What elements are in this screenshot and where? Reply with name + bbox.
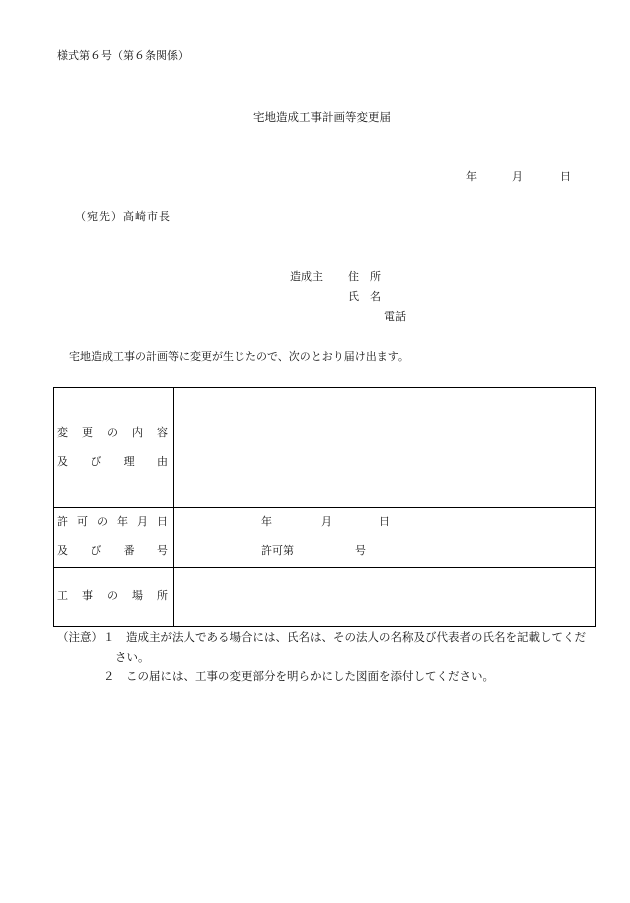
phone-label: 電話 (384, 310, 406, 323)
note-1-text-line2: さい。 (115, 650, 150, 664)
permit-date-year-label: 年 (261, 515, 272, 528)
date-day-label: 日 (560, 170, 571, 183)
date-month-label: 月 (512, 170, 523, 183)
site-location-label: 工 事 の 場 所 (57, 589, 168, 602)
permit-date-day-label: 日 (379, 515, 390, 528)
addressee: （宛先）高崎市長 (75, 210, 171, 223)
note-1-number: １ (103, 630, 115, 644)
notes-label: （注意） (57, 630, 103, 644)
address-label: 住 所 (348, 270, 381, 283)
permit-number-prefix: 許可第 (261, 544, 294, 557)
permit-date-month-label: 月 (321, 515, 332, 528)
permit-label-line1: 許 可 の 年 月 日 (57, 515, 168, 528)
change-details-label-line1: 変 更 の 内 容 (57, 426, 168, 439)
applicant-label: 造成主 (290, 270, 323, 283)
name-label: 氏 名 (348, 290, 381, 303)
permit-label-line2: 及 び 番 号 (57, 544, 168, 557)
date-year-label: 年 (466, 170, 477, 183)
note-2-text: この届には、工事の変更部分を明らかにした図面を添付してください。 (126, 669, 494, 683)
form-number: 様式第６号（第６条関係） (57, 49, 189, 62)
document-title: 宅地造成工事計画等変更届 (253, 110, 391, 124)
statement-text: 宅地造成工事の計画等に変更が生じたので、次のとおり届け出ます。 (69, 350, 409, 363)
change-details-label-line2: 及 び 理 由 (57, 455, 168, 468)
permit-number-suffix: 号 (355, 544, 366, 557)
note-1-text-line1: 造成主が法人である場合には、氏名は、その法人の名称及び代表者の氏名を記載してくだ (126, 630, 586, 644)
note-2-number: ２ (103, 669, 115, 683)
